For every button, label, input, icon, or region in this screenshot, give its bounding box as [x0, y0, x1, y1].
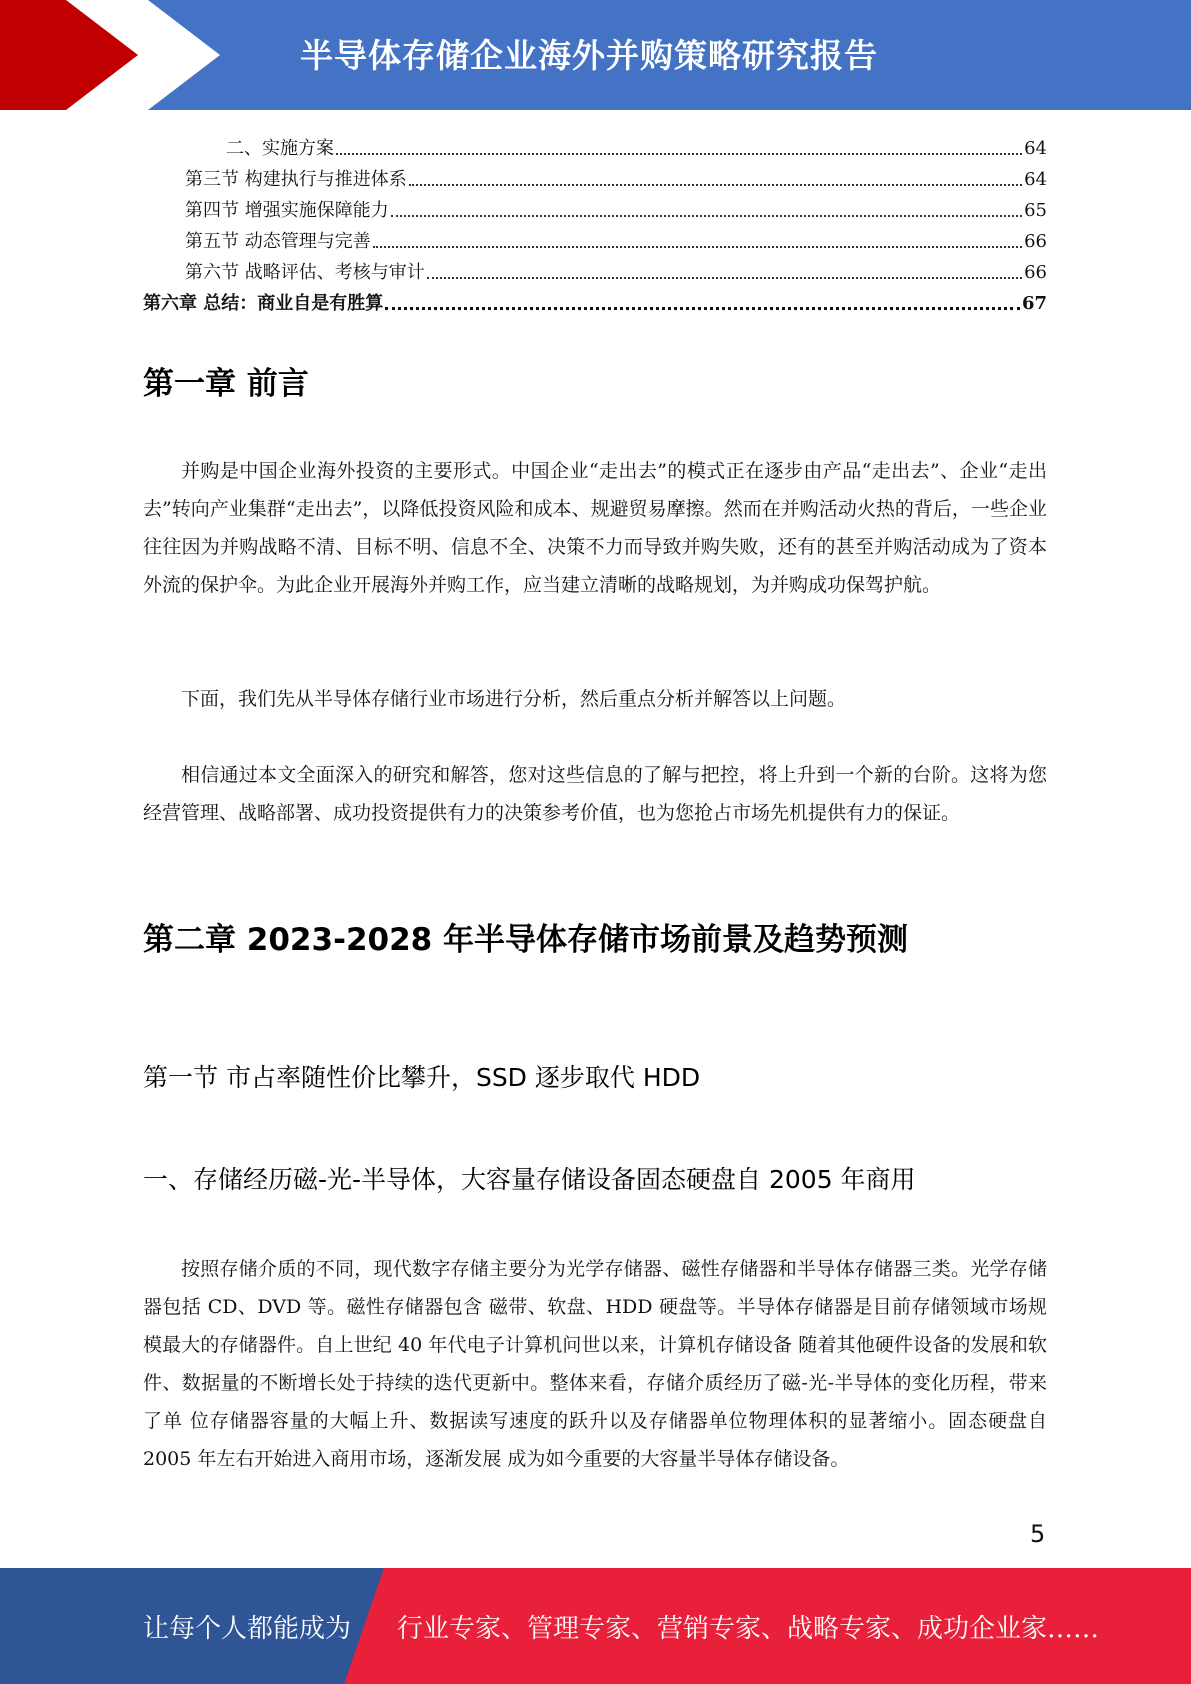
toc-entry-label: 第五节 动态管理与完善: [185, 231, 371, 252]
section-heading: 第一节 市占率随性价比攀升，SSD 逐步取代 HDD: [143, 1063, 701, 1092]
toc-entry-page: 64: [1024, 138, 1047, 159]
toc-entry-label: 第六节 战略评估、考核与审计: [185, 262, 425, 283]
toc-entry[interactable]: [143, 130, 1047, 161]
page-footer: [0, 1568, 1191, 1684]
toc-entry-page: 67: [1021, 293, 1047, 314]
report-title: 半导体存储企业海外并购策略研究报告: [300, 36, 878, 75]
page-number: 5: [1030, 1520, 1046, 1548]
toc-entry-page: 65: [1024, 200, 1047, 221]
toc-entry-page: 66: [1024, 262, 1047, 283]
table-of-contents: [143, 130, 1047, 316]
toc-leader-dots: [373, 246, 1022, 248]
toc-leader-dots: [391, 215, 1022, 217]
toc-entry[interactable]: [143, 254, 1047, 285]
body-paragraph: 按照存储介质的不同，现代数字存储主要分为光学存储器、磁性存储器和半导体存储器三类。光学存储器包括 CD、DVD 等。磁性存储器包含 磁带、软盘、HDD 硬盘等。半导体存储器是目前存储领域市场规模最大的存储器件。自上世纪 40 年代电子计算机问世以来，计算机存储设备 随着其他硬件设备的发展和软件、数据量的不断增长处于持续的迭代更新中。整体来看，存储介质经历了磁-光-半导体的变化历程，带来了单 位存储器容量的大幅上升、数据读写速度的跃升以及存储器单位物理体积的显著缩小。固态硬盘自 2005 年左右开始进入商用市场，逐渐发展 成为如今重要的大容量半导体存储设备。: [143, 1258, 1047, 1470]
page-header: [0, 0, 1191, 110]
toc-leader-dots: [427, 277, 1022, 279]
toc-leader-dots: [385, 307, 1020, 310]
toc-entry[interactable]: [143, 285, 1047, 316]
toc-entry[interactable]: [143, 192, 1047, 223]
footer-slogan-right: 行业专家、管理专家、营销专家、战略专家、成功企业家……: [397, 1614, 1100, 1644]
chapter-heading: 第一章 前言: [143, 366, 309, 402]
toc-leader-dots: [336, 153, 1022, 155]
toc-entry-page: 66: [1024, 231, 1047, 252]
toc-entry-page: 64: [1024, 169, 1047, 190]
subsection-heading: 一、存储经历磁-光-半导体，大容量存储设备固态硬盘自 2005 年商用: [143, 1165, 916, 1194]
toc-entry[interactable]: [143, 161, 1047, 192]
toc-entry-label: 第四节 增强实施保障能力: [185, 200, 389, 221]
body-paragraph: 相信通过本文全面深入的研究和解答，您对这些信息的了解与把控，将上升到一个新的台阶。这将为您经营管理、战略部署、成功投资提供有力的决策参考价值，也为您抢占市场先机提供有力的保证。: [143, 764, 1047, 824]
body-paragraph: 下面，我们先从半导体存储行业市场进行分析，然后重点分析并解答以上问题。: [181, 688, 847, 710]
toc-entry-label: 第六章 总结：商业自是有胜算: [143, 293, 384, 314]
toc-leader-dots: [409, 184, 1022, 186]
toc-entry[interactable]: [143, 223, 1047, 254]
footer-slogan-left: 让每个人都能成为: [143, 1614, 352, 1644]
toc-entry-label: 二、实施方案: [226, 138, 334, 159]
body-paragraph: 并购是中国企业海外投资的主要形式。中国企业“走出去”的模式正在逐步由产品“走出去”、企业“走出去”转向产业集群“走出去”，以降低投资风险和成本、规避贸易摩擦。然而在并购活动火热的背后，一些企业往往因为并购战略不清、目标不明、信息不全、决策不力而导致并购失败，还有的甚至并购活动成为了资本外流的保护伞。为此企业开展海外并购工作，应当建立清晰的战略规划，为并购成功保驾护航。: [143, 460, 1047, 596]
chapter-heading: 第二章 2023-2028 年半导体存储市场前景及趋势预测: [143, 922, 909, 958]
toc-entry-label: 第三节 构建执行与推进体系: [185, 169, 407, 190]
